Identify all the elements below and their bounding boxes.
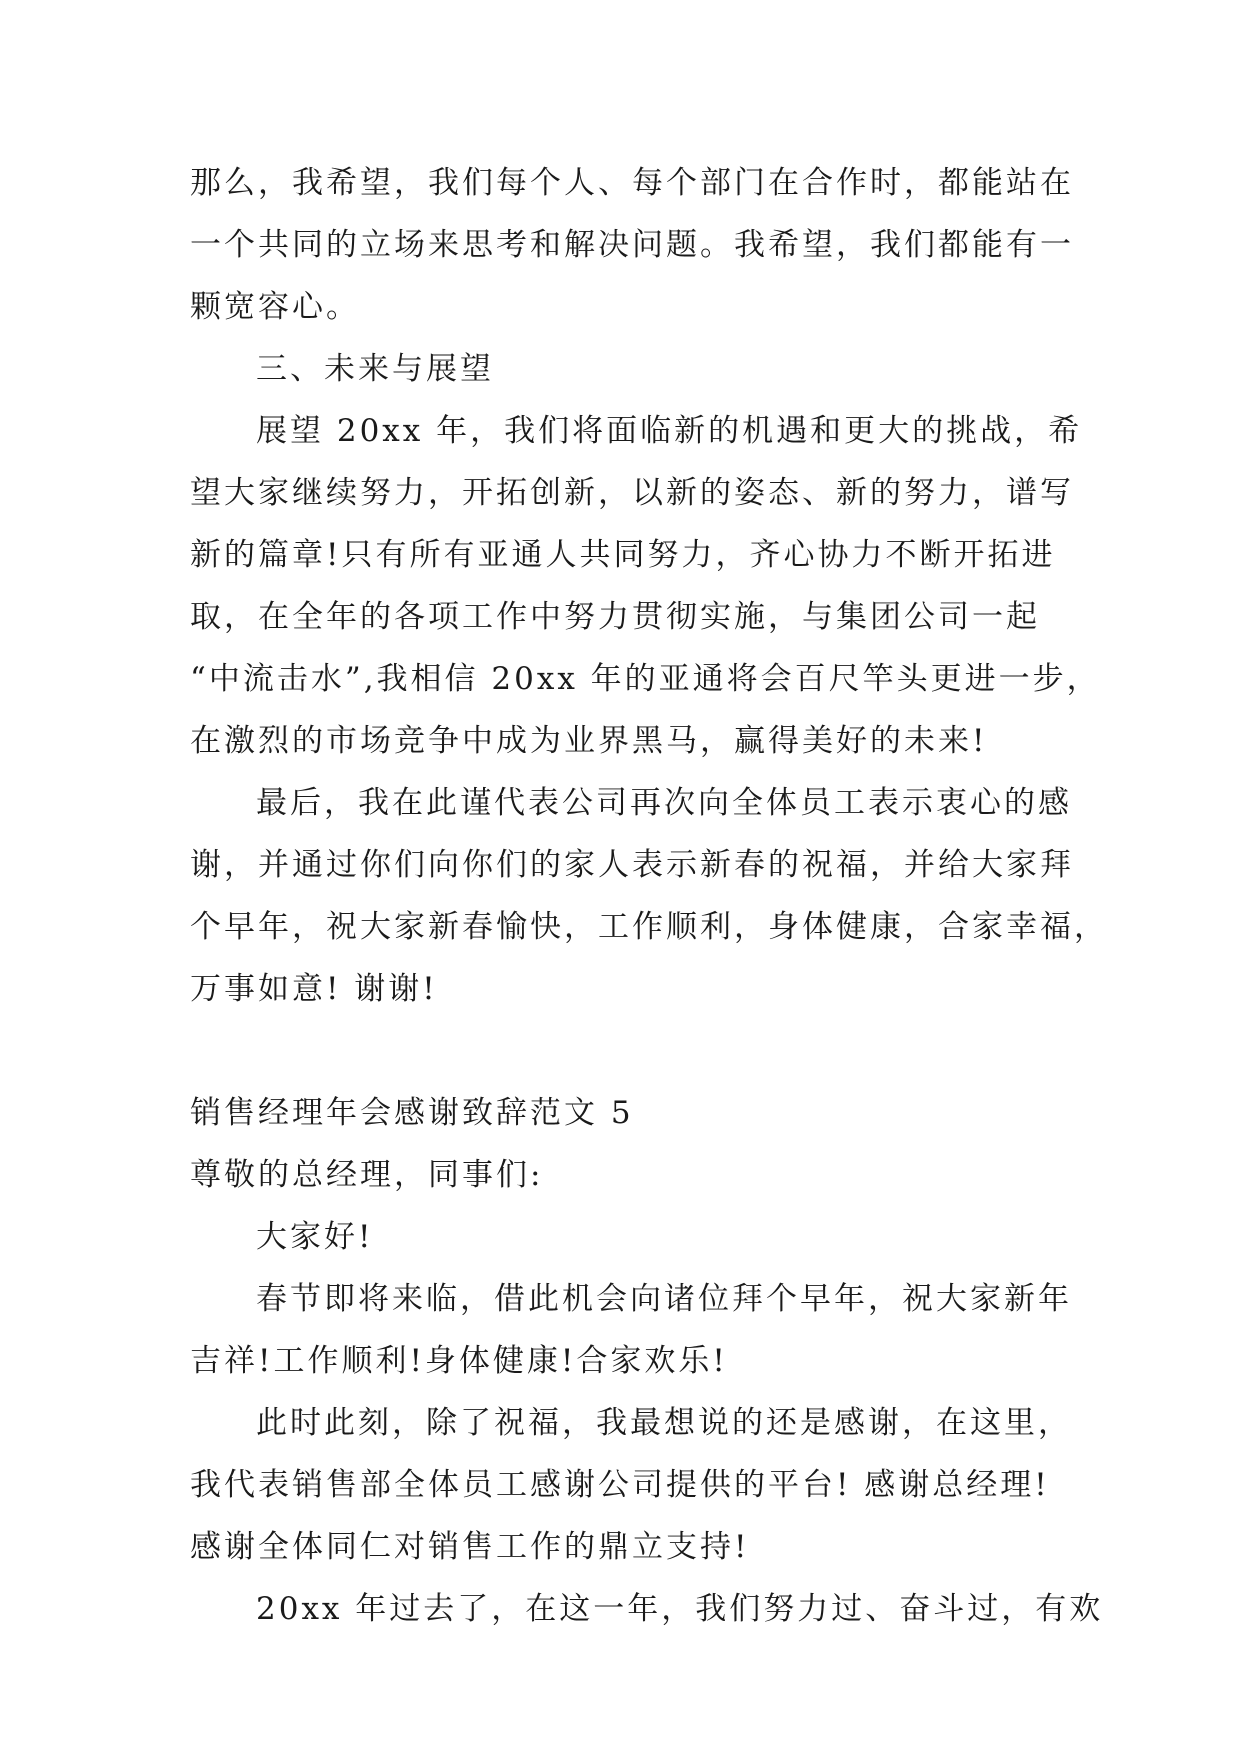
text-line: 尊敬的总经理，同事们:: [190, 1157, 544, 1193]
paragraph: [190, 1578, 1104, 1640]
text-line: 个早年，祝大家新春愉快，工作顺利，身体健康，合家幸福，: [190, 909, 1108, 945]
text-line: 新的篇章!只有所有亚通人共同努力，齐心协力不断开拓进: [190, 537, 1056, 573]
text-line: 取，在全年的各项工作中努力贯彻实施，与集团公司一起: [190, 599, 1040, 635]
text-line: 谢，并通过你们向你们的家人表示新春的祝福，并给大家拜: [190, 847, 1074, 883]
text-line: 展望 20xx 年，我们将面临新的机遇和更大的挑战，希: [256, 413, 1083, 449]
text-line: 春节即将来临，借此机会向诸位拜个早年，祝大家新年: [256, 1281, 1072, 1317]
text-line: 一个共同的立场来思考和解决问题。我希望，我们都能有一: [190, 227, 1074, 263]
text-line: 20xx 年过去了，在这一年，我们努力过、奋斗过，有欢: [256, 1591, 1104, 1627]
section-gap: [190, 1020, 1060, 1082]
paragraph: [190, 1268, 1072, 1392]
text-line: 最后，我在此谨代表公司再次向全体员工表示衷心的感: [256, 785, 1072, 821]
paragraph: [190, 400, 1101, 772]
text-line: 颗宽容心。: [190, 289, 360, 325]
salutation: [190, 1144, 1060, 1206]
paragraph: [190, 772, 1108, 1020]
text-line: 望大家继续努力，开拓创新，以新的姿态、新的努力，谱写: [190, 475, 1074, 511]
paragraph: [190, 1392, 1072, 1578]
text-line: 三、未来与展望: [256, 351, 494, 387]
document-body: [190, 152, 1108, 1640]
text-line: “中流击水”,我相信 20xx 年的亚通将会百尺竿头更进一步，: [190, 661, 1101, 697]
section-heading: [190, 338, 1060, 400]
paragraph: [190, 1206, 1060, 1268]
section-title: [190, 1082, 1060, 1144]
text-line: 在激烈的市场竞争中成为业界黑马，赢得美好的未来!: [190, 723, 988, 759]
text-line: 吉祥!工作顺利!身体健康!合家欢乐!: [190, 1343, 728, 1379]
text-line: 感谢全体同仁对销售工作的鼎立支持!: [190, 1529, 750, 1565]
text-line: 大家好!: [256, 1219, 374, 1255]
text-line: 销售经理年会感谢致辞范文 5: [190, 1095, 634, 1131]
text-line: 我代表销售部全体员工感谢公司提供的平台! 感谢总经理!: [190, 1467, 1050, 1503]
text-line: 万事如意! 谢谢!: [190, 971, 438, 1007]
paragraph: [190, 152, 1074, 338]
text-line: 那么，我希望，我们每个人、每个部门在合作时，都能站在: [190, 165, 1074, 201]
text-line: 此时此刻，除了祝福，我最想说的还是感谢，在这里，: [256, 1405, 1072, 1441]
